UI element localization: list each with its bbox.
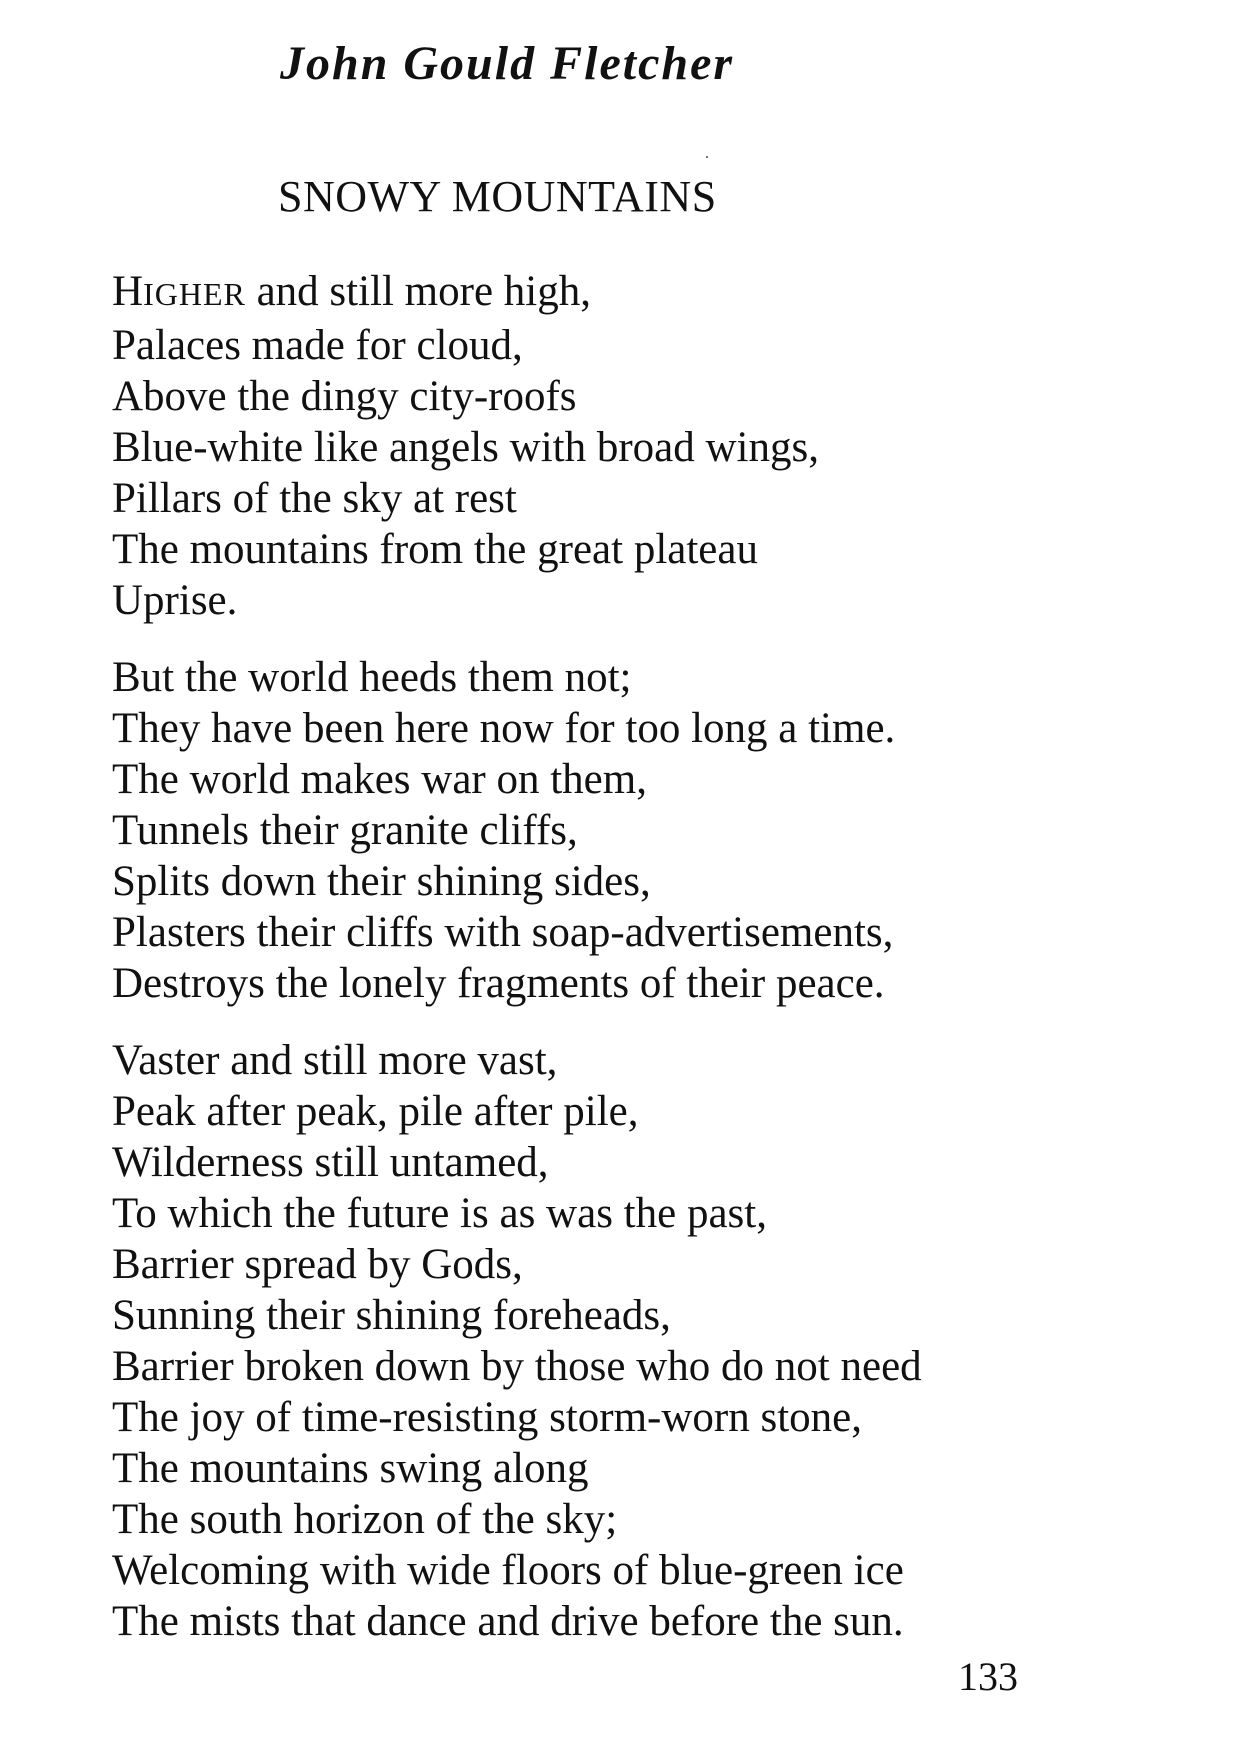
first-word-small-caps: IGHER [143, 276, 246, 312]
poem-line: Barrier broken down by those who do not need [112, 1343, 922, 1390]
poem-line: Above the dingy city-roofs [112, 373, 577, 420]
poem-line: The mists that dance and drive before the sun. [112, 1598, 904, 1645]
poem-line: The south horizon of the sky; [112, 1496, 618, 1543]
poem-line: To which the future is as was the past, [112, 1190, 767, 1237]
poem-line: Plasters their cliffs with soap-advertisements, [112, 909, 894, 956]
poem-line: But the world heeds them not; [112, 654, 632, 701]
poem-line: The mountains swing along [112, 1445, 589, 1492]
print-speck [706, 156, 708, 158]
poem-line: Destroys the lonely fragments of their peace. [112, 960, 885, 1007]
poem-line: Blue-white like angels with broad wings, [112, 424, 819, 471]
poem-title: SNOWY MOUNTAINS [278, 172, 717, 221]
poem-line: The mountains from the great plateau [112, 526, 758, 573]
stanza-1 [112, 266, 1212, 626]
running-header-author: John Gould Fletcher [280, 37, 735, 90]
poem-line [112, 266, 1212, 320]
poem-line: Peak after peak, pile after pile, [112, 1088, 639, 1135]
poem-line: Welcoming with wide floors of blue-green ice [112, 1547, 904, 1594]
poem-body [112, 266, 1212, 1647]
poem-line: Uprise. [112, 577, 238, 624]
poem-line: The joy of time-resisting storm-worn stone, [112, 1394, 862, 1441]
stanza-2 [112, 652, 1212, 1009]
poem-line: The world makes war on them, [112, 756, 647, 803]
poem-line: Wilderness still untamed, [112, 1139, 549, 1186]
page-number: 133 [958, 1654, 1018, 1699]
poem-line: Sunning their shining foreheads, [112, 1292, 671, 1339]
poem-line: Barrier spread by Gods, [112, 1241, 523, 1288]
poem-line: Pillars of the sky at rest [112, 475, 517, 522]
poem-line: Palaces made for cloud, [112, 322, 523, 369]
poem-line: Vaster and still more vast, [112, 1037, 558, 1084]
first-line-rest: and still more high, [245, 268, 591, 315]
poem-line: They have been here now for too long a time. [112, 705, 896, 752]
poem-line: Splits down their shining sides, [112, 858, 651, 905]
poem-line: Tunnels their granite cliffs, [112, 807, 578, 854]
first-word-lead: H [112, 268, 144, 315]
stanza-3 [112, 1035, 1212, 1647]
